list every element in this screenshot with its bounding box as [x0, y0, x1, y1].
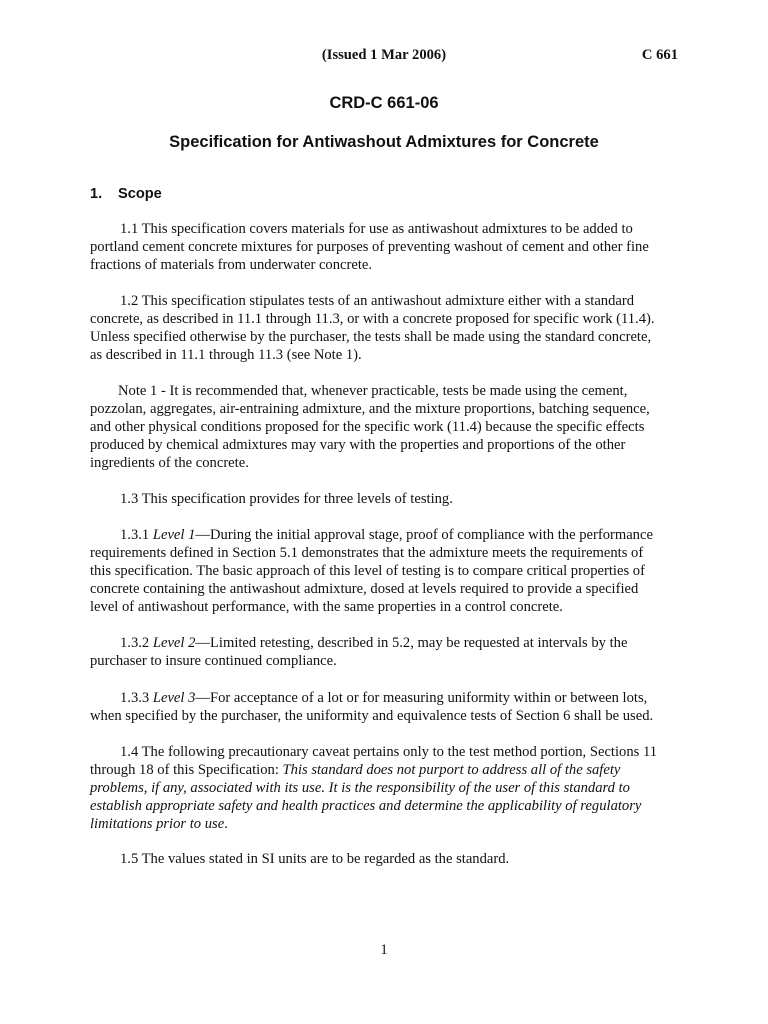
page-number: 1	[380, 942, 388, 958]
paragraph-line: ingredients of the concrete.	[90, 455, 249, 471]
paragraph-line	[90, 526, 680, 544]
paragraph-number: 1.3.2	[120, 635, 153, 651]
paragraph-line: concrete containing the antiwashout admixture, dosed at levels required to provide a specified	[90, 581, 639, 597]
paragraph-1-3-1	[90, 526, 680, 616]
paragraph-line: Note 1 - It is recommended that, whenever practicable, tests be made using the cement,	[118, 383, 628, 399]
paragraph-line: and other physical conditions proposed for the specific work (11.4) because the specific effects	[90, 419, 645, 435]
paragraph-line: produced by chemical admixtures may vary with the properties and proportions of the other	[90, 437, 626, 453]
paragraph-line: 1.1 This specification covers materials for use as antiwashout admixtures to be added to	[120, 221, 633, 237]
paragraph-line: 1.3 This specification provides for three levels of testing.	[120, 491, 453, 507]
section-number: 1.	[90, 186, 103, 202]
paragraph-line	[90, 815, 680, 833]
caveat-text: limitations prior to use	[90, 816, 225, 832]
level-label: Level 2	[152, 635, 196, 651]
paragraph-line: pozzolan, aggregates, air-entraining admixture, and the mixture proportions, batching sequence,	[90, 401, 650, 417]
paragraph-1-3	[90, 490, 680, 508]
issued-date: (Issued 1 Mar 2006)	[321, 47, 447, 63]
paragraph-line: as described in 11.1 through 11.3 (see Note 1).	[90, 347, 362, 363]
paragraph-1-2	[90, 292, 680, 364]
section-title: Scope	[118, 186, 162, 202]
section-heading	[90, 186, 162, 202]
paragraph-line	[90, 689, 680, 707]
paragraph-text: —For acceptance of a lot or for measuring uniformity within or between lots,	[195, 690, 648, 706]
paragraph-line: level of antiwashout performance, with the same properties in a control concrete.	[90, 599, 563, 615]
paragraph-line: requirements defined in Section 5.1 demonstrates that the admixture meets the requirements of	[90, 545, 644, 561]
level-label: Level 3	[152, 690, 196, 706]
paragraph-line: fractions of materials from underwater concrete.	[90, 257, 373, 273]
caveat-text: problems, if any, associated with its use. It is the responsibility of the user of this standard to	[90, 780, 630, 796]
paragraph-1-1	[90, 220, 680, 274]
paragraph-1-4	[90, 743, 680, 833]
note-1	[90, 382, 680, 472]
paragraph-line	[90, 761, 680, 779]
paragraph-line: this specification. The basic approach of this level of testing is to compare critical properties of	[90, 563, 645, 579]
paragraph-line: purchaser to insure continued compliance.	[90, 653, 337, 669]
document-id: CRD-C 661-06	[329, 94, 439, 112]
paragraph-text: through 18 of this Specification:	[90, 762, 283, 778]
paragraph-text: —During the initial approval stage, proof of compliance with the performance	[195, 527, 653, 543]
paragraph-number: 1.3.3	[120, 690, 153, 706]
document-code: C 661	[641, 47, 678, 63]
paragraph-line: 1.4 The following precautionary caveat pertains only to the test method portion, Sections 11	[120, 744, 658, 760]
paragraph-1-5	[90, 850, 680, 868]
paragraph-line: Unless specified otherwise by the purchaser, the tests shall be made using the standard concrete,	[90, 329, 652, 345]
paragraph-line: concrete, as described in 11.1 through 11.3, or with a concrete proposed for specific work (11.4).	[90, 311, 655, 327]
caveat-text: establish appropriate safety and health practices and determine the applicability of regulatory	[90, 798, 642, 814]
paragraph-line: 1.5 The values stated in SI units are to be regarded as the standard.	[120, 851, 510, 867]
document-title: Specification for Antiwashout Admixtures for Concrete	[169, 133, 599, 151]
paragraph-1-3-2	[90, 634, 680, 670]
paragraph-line: when specified by the purchaser, the uniformity and equivalence tests of Section 6 shall be used.	[90, 708, 654, 724]
paragraph-text: —Limited retesting, described in 5.2, may be requested at intervals by the	[195, 635, 628, 651]
paragraph-line: 1.2 This specification stipulates tests of an antiwashout admixture either with a standard	[120, 293, 635, 309]
paragraph-1-3-3	[90, 689, 680, 725]
level-label: Level 1	[152, 527, 196, 543]
paragraph-text: .	[224, 816, 228, 832]
paragraph-number: 1.3.1	[120, 527, 153, 543]
paragraph-line	[90, 779, 680, 797]
paragraph-line	[90, 634, 680, 652]
paragraph-line: portland cement concrete mixtures for purposes of preventing washout of cement and other fine	[90, 239, 649, 255]
caveat-text: This standard does not purport to address all of the safety	[282, 762, 621, 778]
paragraph-line	[90, 797, 680, 815]
